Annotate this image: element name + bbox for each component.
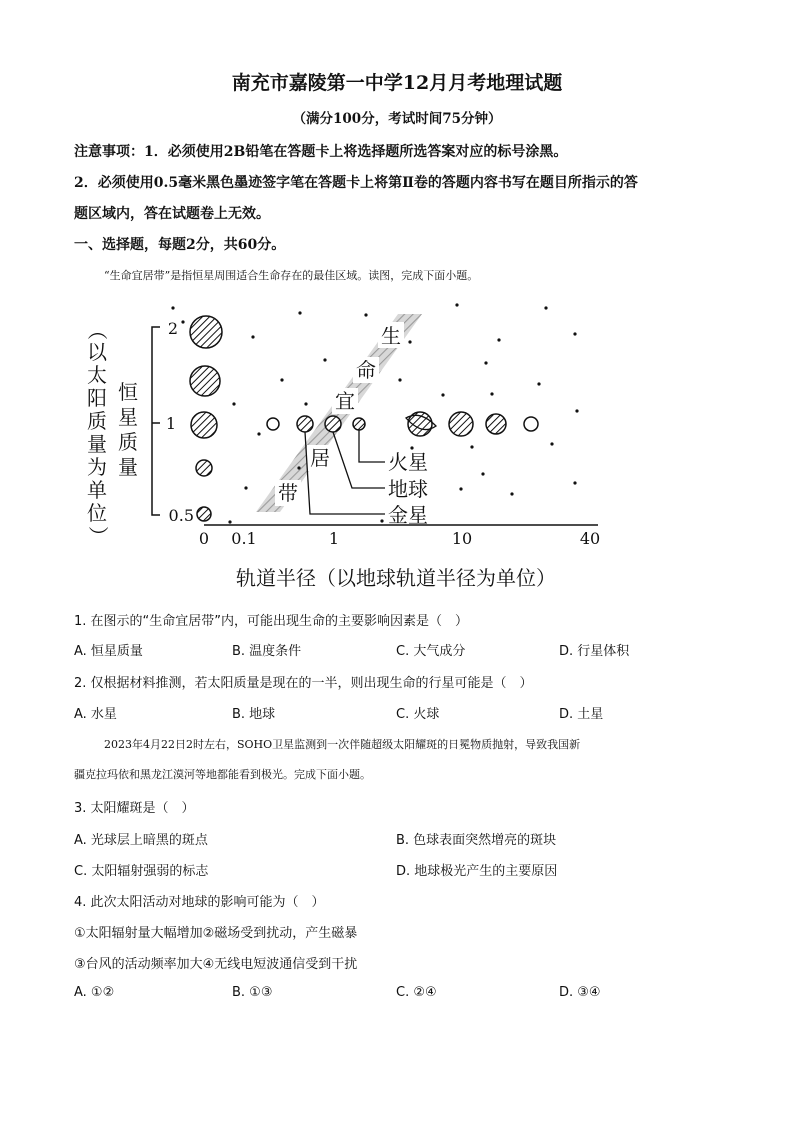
q4-option-a[interactable]: A. ①② <box>74 985 115 1000</box>
question-2-stem: 2. 仅根据材料推测，若太阳质量是现在的一半，则出现生命的行星可能是（ ） <box>74 676 533 691</box>
x-tick-40: 40 <box>579 529 601 548</box>
planet-uranus <box>486 414 506 434</box>
q2-option-b[interactable]: B. 地球 <box>232 707 276 722</box>
y-label-outer-7: 单 <box>87 478 107 502</box>
zone-char-2: 宜 <box>335 389 355 413</box>
y-label-inner-3: 量 <box>118 455 138 479</box>
q1-option-d[interactable]: D. 行星体积 <box>559 644 630 659</box>
zone-char-3: 居 <box>310 446 330 470</box>
leader-mars <box>359 430 385 462</box>
x-tick-1: 1 <box>328 529 340 548</box>
q4-statement-line-1: ①太阳辐射量大幅增加②磁场受到扰动，产生磁暴 <box>74 926 358 941</box>
planet-venus <box>297 416 313 432</box>
intro-text-2-line-2: 疆克拉玛依和黑龙江漠河等地都能看到极光。完成下面小题。 <box>74 768 371 781</box>
q3-option-c[interactable]: C. 太阳辐射强弱的标志 <box>74 864 209 879</box>
y-label-outer-4: 质 <box>87 409 107 433</box>
star-mass-1 <box>191 412 217 438</box>
planet-earth <box>325 416 341 432</box>
label-earth: 地球 <box>388 477 428 501</box>
planet-neptune <box>524 417 538 431</box>
y-tick-2: 2 <box>167 319 178 338</box>
background-star-dots <box>168 303 578 525</box>
y-label-outer-3: 阳 <box>87 386 107 410</box>
y-tick-1: 1 <box>165 414 176 433</box>
y-label-outer-0: （ <box>85 320 109 340</box>
planet-mercury <box>267 418 279 430</box>
y-label-outer-8: 位 <box>87 501 107 525</box>
y-label-outer-5: 量 <box>87 432 107 456</box>
y-label-outer-9: ） <box>86 526 110 546</box>
q4-option-b[interactable]: B. ①③ <box>232 985 273 1000</box>
y-label-inner-1: 星 <box>118 405 138 429</box>
section-heading: 一、选择题，每题2分，共60分。 <box>74 237 286 253</box>
q2-option-c[interactable]: C. 火球 <box>396 707 440 722</box>
question-4-stem: 4. 此次太阳活动对地球的影响可能为（ ） <box>74 895 325 910</box>
notes-line-2: 2．必须使用0.5毫米黑色墨迹签字笔在答题卡上将第Ⅱ卷的答题内容书写在题目所指示的答 <box>74 175 638 191</box>
zone-char-1: 命 <box>356 358 376 382</box>
q4-option-c[interactable]: C. ②④ <box>396 985 437 1000</box>
x-tick-10: 10 <box>451 529 473 548</box>
star-mass-07 <box>196 460 212 476</box>
y-axis-bracket <box>152 327 160 515</box>
q1-option-b[interactable]: B. 温度条件 <box>232 644 302 659</box>
question-3-stem: 3. 太阳耀斑是（ ） <box>74 801 195 816</box>
y-label-inner-2: 质 <box>118 430 138 454</box>
planet-saturn <box>449 412 473 436</box>
q3-option-b[interactable]: B. 色球表面突然增亮的斑块 <box>396 833 557 848</box>
notes-line-1: 注意事项：1．必须使用2B铅笔在答题卡上将选择题所选答案对应的标号涂黑。 <box>74 144 568 160</box>
q2-option-d[interactable]: D. 土星 <box>559 707 604 722</box>
zone-char-4: 带 <box>278 481 298 505</box>
x-axis-label: 轨道半径（以地球轨道半径为单位） <box>236 566 556 590</box>
notes-line-3: 题区域内，答在试题卷上无效。 <box>74 206 270 222</box>
zone-char-0: 生 <box>381 324 401 348</box>
label-venus: 金星 <box>388 503 428 527</box>
intro-text-1: “生命宜居带”是指恒星周围适合生命存在的最佳区域。读图，完成下面小题。 <box>104 269 479 282</box>
q4-statement-line-2: ③台风的活动频率加大④无线电短波通信受到干扰 <box>74 957 358 972</box>
star-mass-15 <box>190 366 220 396</box>
y-label-inner-0: 恒 <box>118 380 138 404</box>
x-tick-01: 0.1 <box>231 529 257 548</box>
q3-option-d[interactable]: D. 地球极光产生的主要原因 <box>396 864 558 879</box>
q1-option-c[interactable]: C. 大气成分 <box>396 644 466 659</box>
y-label-outer-1: 以 <box>87 340 107 364</box>
x-tick-0: 0 <box>198 529 210 548</box>
star-mass-2 <box>190 316 222 348</box>
star-mass-05 <box>197 507 211 521</box>
habitable-zone-figure <box>70 300 630 600</box>
q1-option-a[interactable]: A. 恒星质量 <box>74 644 143 659</box>
question-1-stem: 1. 在图示的“生命宜居带”内，可能出现生命的主要影响因素是（ ） <box>74 614 469 629</box>
q3-option-a[interactable]: A. 光球层上暗黑的斑点 <box>74 833 208 848</box>
page-title: 南充市嘉陵第一中学12月月考地理试题 <box>231 72 563 94</box>
y-label-outer-6: 为 <box>87 455 107 479</box>
q4-option-d[interactable]: D. ③④ <box>559 985 601 1000</box>
planet-mars <box>353 418 365 430</box>
intro-text-2-line-1: 2023年4月22日2时左右，SOHO卫星监测到一次伴随超级太阳耀斑的日冕物质抛射，导致我国新 <box>104 738 581 751</box>
label-mars: 火星 <box>388 450 428 474</box>
page-subtitle: （满分100分，考试时间75分钟） <box>292 111 502 127</box>
y-label-outer-2: 太 <box>87 363 107 387</box>
q2-option-a[interactable]: A. 水星 <box>74 707 117 722</box>
y-tick-05: 0.5 <box>168 506 194 525</box>
